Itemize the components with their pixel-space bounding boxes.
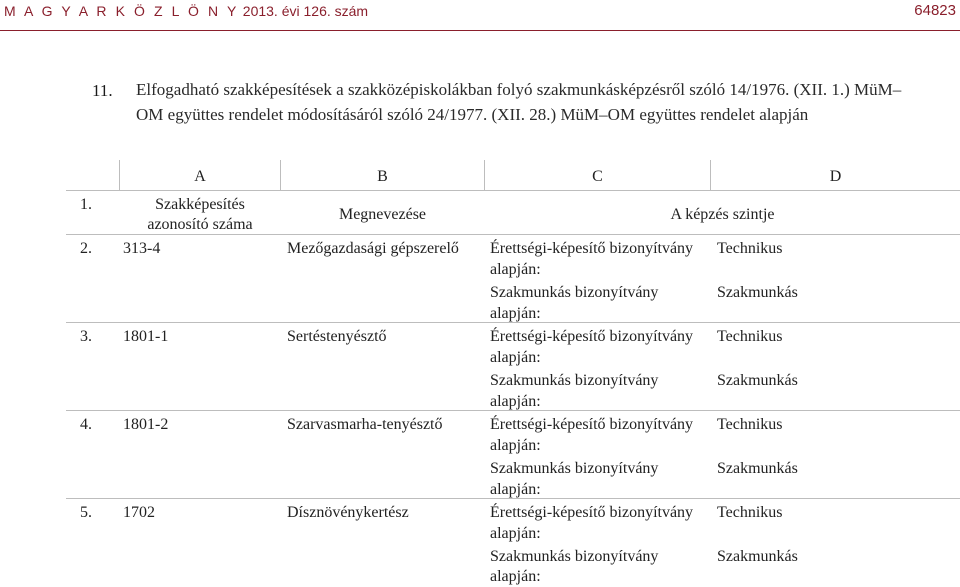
column-letter-b: B — [377, 168, 388, 185]
basis-line1: Szakmunkás bizonyítvány — [490, 372, 659, 389]
header-col-b: Megnevezése — [338, 206, 427, 223]
qualification-name: Dísznövénykertész — [287, 504, 409, 521]
qualification-code: 1801-2 — [123, 416, 169, 433]
header-col-cd: A képzés szintje — [670, 206, 775, 223]
basis-line1: Érettségi-képesítő bizonyítvány — [490, 240, 694, 257]
section-title: Elfogadható szakképesítések a szakközépiskolákban folyó szakmunkásképzésről szóló 14/1976. (XII. 1.) MüM–OM együttes rendelet módosításáról szóló 24/1977. (XII. 28.) MüM–OM együttes rendelet alapján — [136, 80, 902, 124]
row-number: 3. — [80, 328, 92, 345]
basis-line2: alapján: — [490, 305, 541, 322]
basis-line2: alapján: — [490, 525, 541, 542]
issue-label: 2013. évi 126. szám — [242, 3, 369, 19]
row-number: 4. — [80, 416, 92, 433]
section-number: 11. — [92, 81, 113, 100]
running-head — [4, 3, 368, 19]
basis-line1: Érettségi-képesítő bizonyítvány — [490, 504, 694, 521]
qualification-name: Szarvasmarha-tenyésztő — [287, 416, 443, 433]
qualification-code: 313-4 — [123, 240, 161, 257]
basis-line1: Szakmunkás bizonyítvány — [490, 548, 659, 565]
training-level: Szakmunkás — [717, 548, 798, 565]
header-rule — [0, 30, 960, 31]
column-letter-d: D — [829, 168, 842, 185]
row-number: 5. — [80, 504, 92, 521]
column-letter-c: C — [592, 168, 603, 185]
row-number: 2. — [80, 240, 92, 257]
qualification-name: Sertéstenyésztő — [287, 328, 387, 345]
training-level: Szakmunkás — [717, 372, 798, 389]
magazine-title: M A G Y A R K Ö Z L Ö N Y — [4, 3, 239, 19]
qualification-code: 1702 — [123, 504, 155, 521]
basis-line2: alapján: — [490, 568, 541, 585]
qualifications-table — [0, 160, 960, 587]
qualification-name: Mezőgazdasági gépszerelő — [287, 240, 459, 257]
basis-line1: Érettségi-képesítő bizonyítvány — [490, 416, 694, 433]
training-level: Technikus — [717, 416, 783, 433]
basis-line1: Szakmunkás bizonyítvány — [490, 460, 659, 477]
basis-line2: alapján: — [490, 481, 541, 498]
training-level: Szakmunkás — [717, 460, 798, 477]
basis-line2: alapján: — [490, 393, 541, 410]
header-col-a-line2: azonosító száma — [147, 216, 253, 233]
training-level: Technikus — [717, 504, 783, 521]
basis-line2: alapján: — [490, 437, 541, 454]
table-row-divider — [66, 190, 960, 191]
qualification-code: 1801-1 — [123, 328, 169, 345]
page-number: 64823 — [914, 2, 956, 19]
training-level: Szakmunkás — [717, 284, 798, 301]
basis-line1: Szakmunkás bizonyítvány — [490, 284, 659, 301]
page-header — [0, 0, 960, 30]
training-level: Technikus — [717, 328, 783, 345]
basis-line1: Érettségi-képesítő bizonyítvány — [490, 328, 694, 345]
header-col-a-line1: Szakképesítés — [155, 196, 245, 213]
training-level: Technikus — [717, 240, 783, 257]
column-letter-a: A — [194, 168, 206, 185]
basis-line2: alapján: — [490, 261, 541, 278]
header-row-number: 1. — [80, 196, 92, 213]
basis-line2: alapján: — [490, 349, 541, 366]
